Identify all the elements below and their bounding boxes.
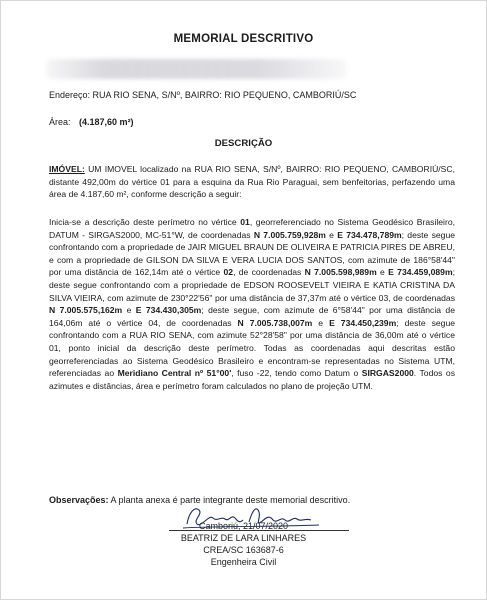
description-text: . Todos os azimutes e distâncias, área e perímetro foram calculados no plano de projeção UTM.: [49, 368, 456, 391]
area-label: Área:: [49, 117, 71, 127]
vertex-label: 02: [223, 267, 234, 278]
coordinate-east: E 734.478,789m: [337, 229, 402, 240]
description-text: , de coordenadas: [233, 267, 305, 278]
signature-line: [169, 530, 349, 531]
signer-profession: Engenheira Civil: [210, 557, 277, 567]
coordinate-east: E 734.430,305m: [135, 305, 202, 316]
description-text: e: [122, 305, 136, 316]
description-paragraph: [49, 216, 455, 392]
signer-name: BEATRIZ DE LARA LINHARES: [180, 533, 307, 543]
redacted-line: [46, 59, 346, 79]
property-text: UM IMOVEL localizado na RUA RIO SENA, S/Nº, BAIRRO: RIO PEQUENO, CAMBORIÚ/SC, distante 492,00m do vértice 01 para a esquina da Rua Rio Paraguai, sem benfeitorias, perfazendo uma área de 4.187,60 m², conforme descrição a seguir:: [49, 164, 455, 200]
description-text: ; deste segue confrontando com a propriedade de JAIR MIGUEL BRAUN DE OLIVEIRA E PATRICIA PIRES DE ABREU, e com a propriedade de GILSON DA SILVA E VERA LUCIA DOS SANTOS, com azimute de 186°58'44" por uma distância de 162,14m até o vértice: [49, 229, 456, 278]
description-text: , fuso -22, tendo como Datum o: [231, 368, 362, 379]
coordinate-north: N 7.005.759,928m: [253, 229, 326, 240]
description-text: , georreferenciado no Sistema Geodésico Brasileiro, DATUM - SIRGAS2000, MC-51°W, de coordenadas: [49, 217, 455, 240]
address-value: RUA RIO SENA, S/Nº, BAIRRO: RIO PEQUENO, CAMBORIÚ/SC: [92, 90, 357, 100]
description-text: e: [312, 317, 330, 328]
description-text: e: [376, 267, 389, 278]
handwritten-signature: [179, 504, 329, 532]
property-label: IMÓVEL:: [49, 164, 85, 174]
coordinate-north: N 7.005.598,989m: [304, 267, 377, 278]
coordinate-east: E 734.459,089m: [388, 267, 453, 278]
observations-label: Observações:: [49, 495, 109, 505]
description-text: ; deste segue, com azimute de 6°58'44" por uma distância de 164,06m até o vértice 04, de coordenadas: [49, 305, 455, 328]
signing-date: Camboriú, 21/07/2020: [198, 521, 289, 531]
description-text: ; deste segue confrontando com a propriedade de EDSON ROOSEVELT VIEIRA E KATIA CRISTINA DA SILVA VIEIRA, com azimute de 230°22'56" por uma distância de 37,37m até o vértice 03, de coordenadas: [49, 267, 455, 303]
property-paragraph: [49, 163, 455, 201]
signer-registration: CREA/SC 163687-6: [203, 545, 284, 555]
address-label: Endereço:: [49, 90, 91, 100]
meridian-reference: Meridiano Central nº 51°00': [117, 368, 232, 379]
area-line: [49, 117, 134, 127]
coordinate-north: N 7.005.738,007m: [237, 317, 313, 328]
address-line: [49, 90, 356, 100]
datum-reference: SIRGAS2000: [361, 368, 414, 379]
description-text: e: [325, 229, 338, 240]
document-title: MEMORIAL DESCRITIVO: [173, 33, 314, 45]
area-value: (4.187,60 m²): [79, 117, 134, 127]
coordinate-north: N 7.005.575,162m: [49, 305, 123, 316]
observations-text: A planta anexa é parte integrante deste memorial descritivo.: [108, 495, 351, 505]
description-text: ; deste segue confrontando com a RUA RIO SENA, com azimute 52°28'58" por uma distância de 36,00m até o vértice 01, ponto inicial da descrição deste perímetro. Todas as coordenadas aqui descritas estão georreferenciadas ao Sistema Geodésico Brasileiro e encontram-se representadas no Sistema UTM, referenciadas ao: [49, 317, 456, 379]
vertex-label: 01: [240, 217, 250, 227]
coordinate-east: E 734.450,239m: [329, 317, 397, 328]
description-text: Inicia-se a descrição deste perímetro no vértice: [49, 217, 241, 227]
section-title: DESCRIÇÃO: [214, 138, 273, 149]
